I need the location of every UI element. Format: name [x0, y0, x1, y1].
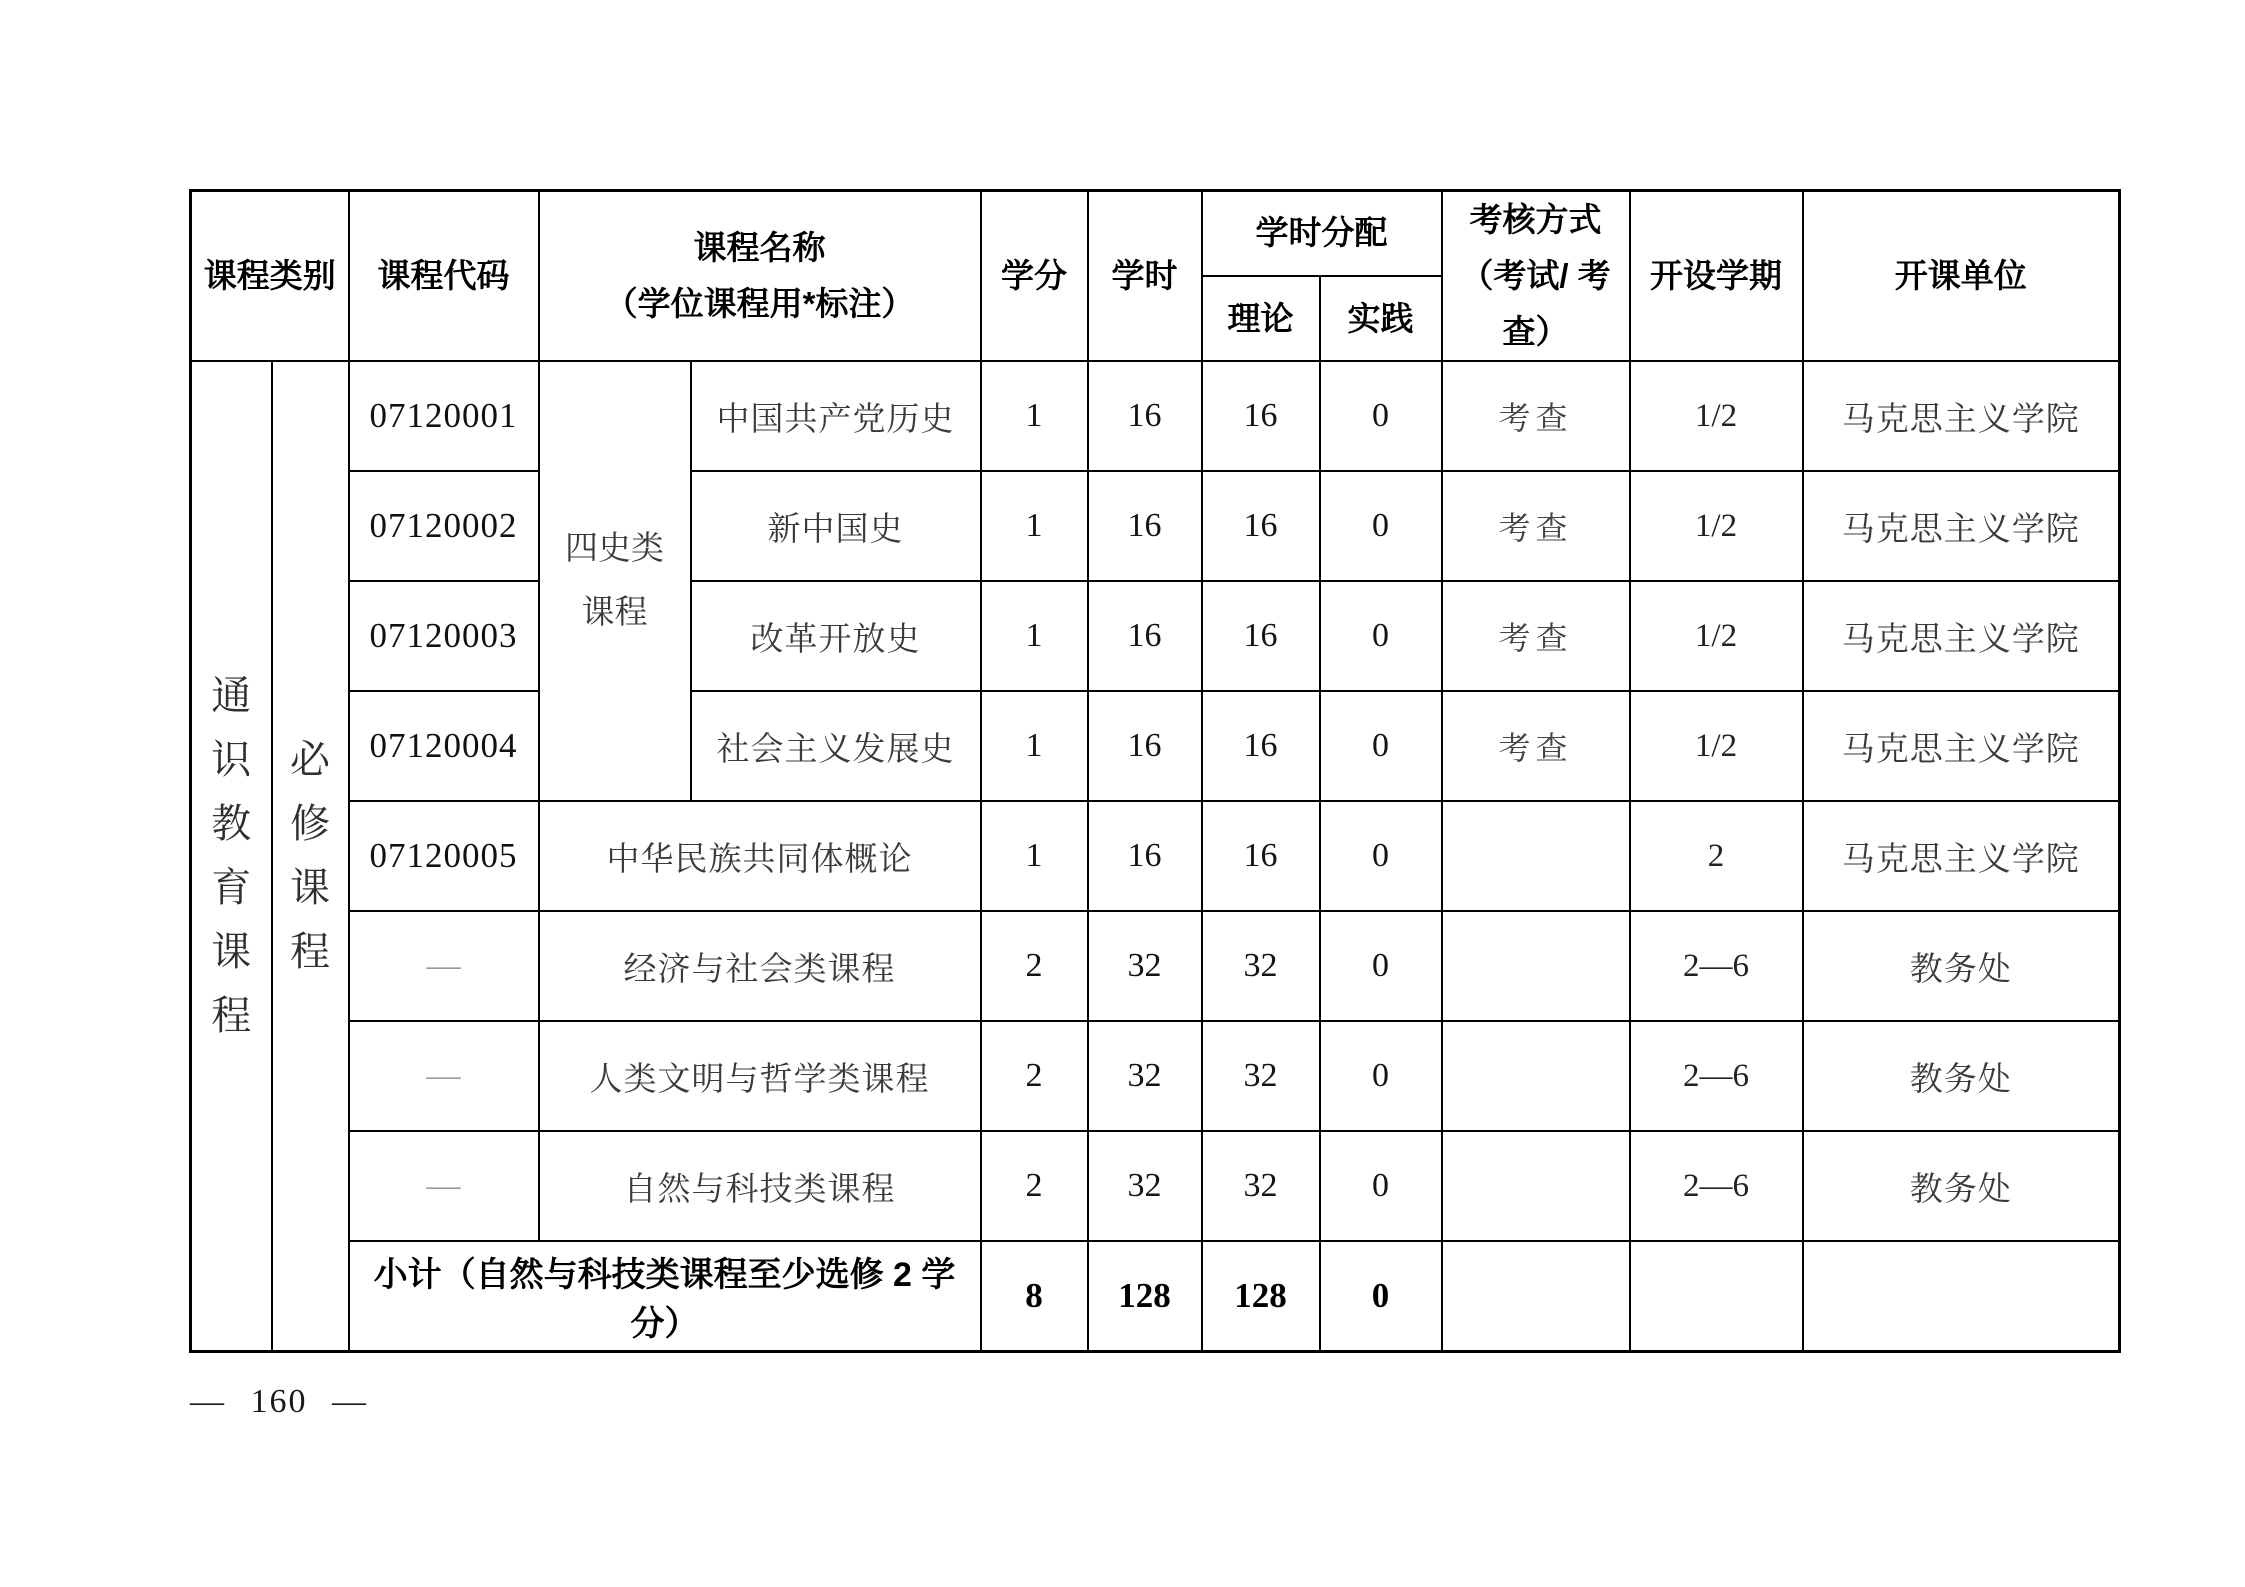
header-course-code: 课程代码 [349, 191, 539, 362]
cell-hours: 16 [1088, 471, 1202, 581]
cell-unit: 教务处 [1803, 911, 2120, 1021]
cell-course-code: 07120004 [349, 691, 539, 801]
cell-theory: 128 [1202, 1241, 1320, 1351]
table-row [191, 911, 2120, 1021]
header-theory: 理论 [1202, 276, 1320, 361]
cell-unit: 教务处 [1803, 1021, 2120, 1131]
cell-assessment [1442, 1241, 1630, 1351]
page-number: — 160 — [190, 1383, 368, 1420]
header-assessment [1442, 191, 1630, 362]
cell-theory: 32 [1202, 1131, 1320, 1241]
cell-unit: 马克思主义学院 [1803, 801, 2120, 911]
cell-course-name: 中华民族共同体概论 [539, 801, 981, 911]
cell-course-code: 07120002 [349, 471, 539, 581]
cell-credits: 1 [981, 471, 1088, 581]
cell-assessment [1442, 801, 1630, 911]
cell-course-code: 07120001 [349, 361, 539, 471]
cell-theory: 32 [1202, 911, 1320, 1021]
header-unit: 开课单位 [1803, 191, 2120, 362]
cell-semester: 1/2 [1630, 361, 1803, 471]
cell-hours: 16 [1088, 361, 1202, 471]
cell-practice: 0 [1320, 1241, 1442, 1351]
table-row [191, 691, 2120, 801]
header-course-name [539, 191, 981, 362]
cell-course-name: 人类文明与哲学类课程 [539, 1021, 981, 1131]
cell-assessment [1442, 1131, 1630, 1241]
cell-practice: 0 [1320, 1021, 1442, 1131]
cell-practice: 0 [1320, 1131, 1442, 1241]
cell-assessment: 考查 [1442, 471, 1630, 581]
cell-unit: 马克思主义学院 [1803, 581, 2120, 691]
cell-semester: 2 [1630, 801, 1803, 911]
cell-assessment: 考查 [1442, 361, 1630, 471]
cell-course-code: 07120003 [349, 581, 539, 691]
cell-practice: 0 [1320, 581, 1442, 691]
cell-semester: 2—6 [1630, 1021, 1803, 1131]
cell-practice: 0 [1320, 361, 1442, 471]
cell-semester [1630, 1241, 1803, 1351]
table-row [191, 1131, 2120, 1241]
cell-theory: 32 [1202, 1021, 1320, 1131]
cell-course-name: 改革开放史 [691, 581, 981, 691]
cell-unit: 马克思主义学院 [1803, 691, 2120, 801]
cell-hours: 32 [1088, 1021, 1202, 1131]
header-practice: 实践 [1320, 276, 1442, 361]
cell-course-name: 经济与社会类课程 [539, 911, 981, 1021]
cell-unit: 教务处 [1803, 1131, 2120, 1241]
curriculum-table [189, 189, 2121, 1353]
cell-credits: 8 [981, 1241, 1088, 1351]
header-course-name-line2: （学位课程用*标注） [604, 285, 915, 323]
cell-unit: 马克思主义学院 [1803, 361, 2120, 471]
cell-unit [1803, 1241, 2120, 1351]
cell-hours: 16 [1088, 691, 1202, 801]
cell-course-name: 中国共产党历史 [691, 361, 981, 471]
cell-hours: 16 [1088, 801, 1202, 911]
cell-practice: 0 [1320, 691, 1442, 801]
cell-semester: 2—6 [1630, 1131, 1803, 1241]
cell-category-group [191, 361, 272, 1351]
cell-course-code: — [349, 911, 539, 1021]
cell-course-group [539, 361, 691, 801]
table-row [191, 361, 2120, 471]
header-assessment-line2: （考试/ 考查） [1460, 257, 1611, 351]
cell-semester: 1/2 [1630, 581, 1803, 691]
cell-theory: 16 [1202, 471, 1320, 581]
subtotal-row [191, 1241, 2120, 1351]
cell-practice: 0 [1320, 911, 1442, 1021]
table-row [191, 581, 2120, 691]
cell-assessment [1442, 1021, 1630, 1131]
cell-credits: 1 [981, 581, 1088, 691]
cell-course-code: — [349, 1021, 539, 1131]
cell-semester: 2—6 [1630, 911, 1803, 1021]
header-credits: 学分 [981, 191, 1088, 362]
header-semester: 开设学期 [1630, 191, 1803, 362]
cell-practice: 0 [1320, 471, 1442, 581]
cell-credits: 2 [981, 1131, 1088, 1241]
cell-theory: 16 [1202, 361, 1320, 471]
cell-credits: 1 [981, 691, 1088, 801]
table-row [191, 471, 2120, 581]
header-course-name-line1: 课程名称 [693, 229, 826, 267]
table-row [191, 801, 2120, 911]
header-category: 课程类别 [191, 191, 349, 362]
cell-hours: 128 [1088, 1241, 1202, 1351]
cell-assessment: 考查 [1442, 581, 1630, 691]
cell-course-code: — [349, 1131, 539, 1241]
cell-practice: 0 [1320, 801, 1442, 911]
table-header-row-1 [191, 191, 2120, 276]
cell-subcategory-group [272, 361, 349, 1351]
header-hours-allocation: 学时分配 [1202, 191, 1442, 276]
table-row [191, 1021, 2120, 1131]
cell-assessment: 考查 [1442, 691, 1630, 801]
cell-theory: 16 [1202, 581, 1320, 691]
cell-theory: 16 [1202, 691, 1320, 801]
cell-hours: 32 [1088, 911, 1202, 1021]
cell-course-name: 社会主义发展史 [691, 691, 981, 801]
header-assessment-line1: 考核方式 [1469, 201, 1602, 238]
cell-credits: 2 [981, 1021, 1088, 1131]
header-hours: 学时 [1088, 191, 1202, 362]
cell-credits: 1 [981, 361, 1088, 471]
cell-unit: 马克思主义学院 [1803, 471, 2120, 581]
cell-assessment [1442, 911, 1630, 1021]
cell-theory: 16 [1202, 801, 1320, 911]
cell-credits: 1 [981, 801, 1088, 911]
category-group-label: 通识教育课程 [211, 673, 252, 1039]
cell-hours: 16 [1088, 581, 1202, 691]
cell-semester: 1/2 [1630, 471, 1803, 581]
subcategory-group-label: 必修课程 [290, 737, 330, 975]
cell-semester: 1/2 [1630, 691, 1803, 801]
cell-course-name: 自然与科技类课程 [539, 1131, 981, 1241]
cell-credits: 2 [981, 911, 1088, 1021]
course-group-label: 四史类课程 [564, 530, 664, 632]
cell-hours: 32 [1088, 1131, 1202, 1241]
cell-subtotal-label: 小计（自然与科技类课程至少选修 2 学分） [349, 1241, 981, 1351]
cell-course-name: 新中国史 [691, 471, 981, 581]
cell-course-code: 07120005 [349, 801, 539, 911]
